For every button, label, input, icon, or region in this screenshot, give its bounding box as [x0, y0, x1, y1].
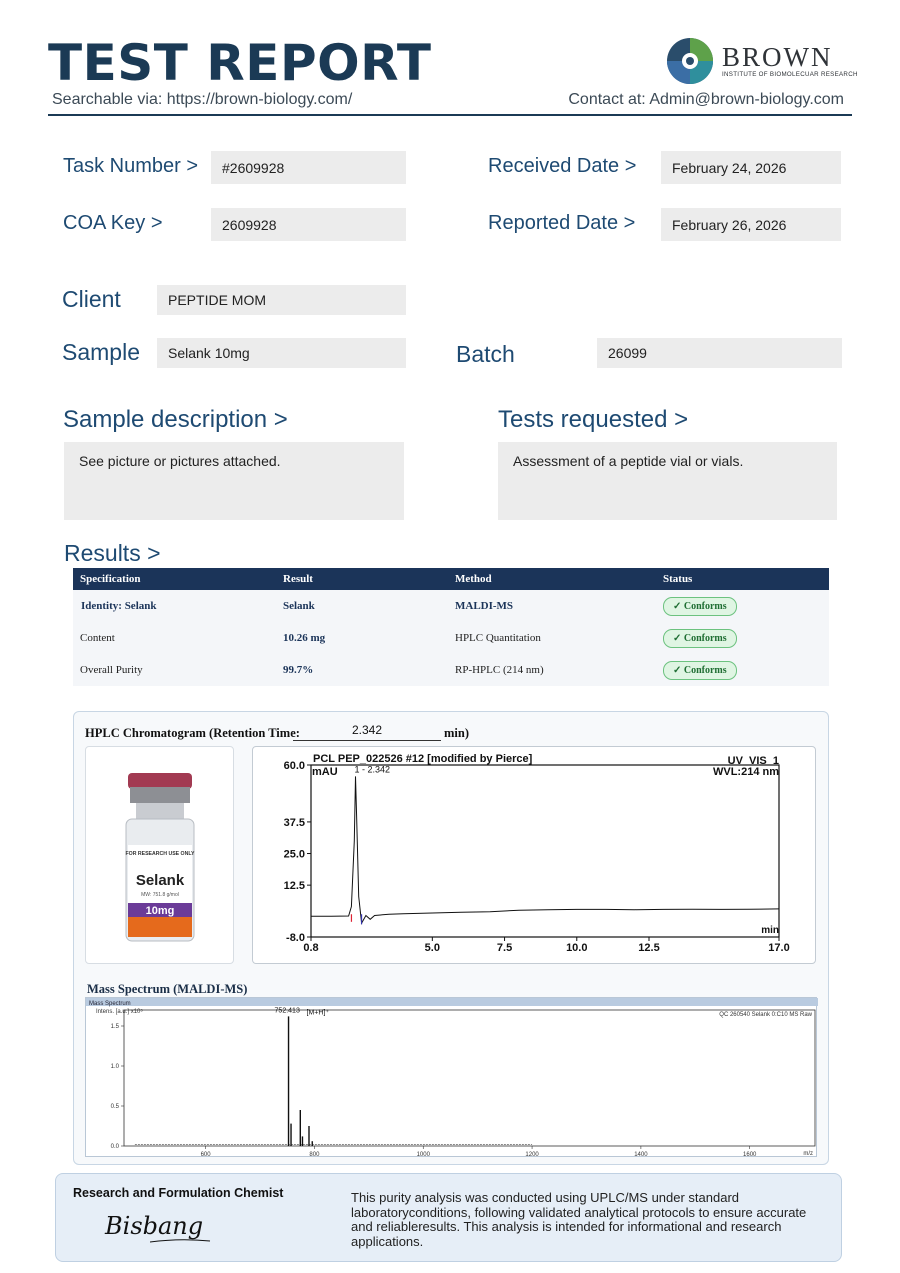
reported-date-field: February 26, 2026: [661, 208, 841, 241]
cell-result: 10.26 mg: [283, 632, 326, 644]
sample-label: Sample: [62, 339, 140, 365]
batch-field: 26099: [597, 338, 842, 368]
table-row: [73, 654, 829, 686]
contact-email: Contact at: Admin@brown-biology.com: [568, 91, 844, 108]
chart-wavelength: WVL:214 nm: [712, 766, 779, 778]
x-axis-label: min: [761, 925, 779, 936]
ms-peak-annotation: [M+H]⁺: [306, 1009, 330, 1017]
cell-method: MALDI-MS: [455, 600, 514, 612]
signature-underline: [150, 1237, 212, 1245]
ms-x-tick-label: 1000: [416, 1152, 430, 1158]
sample-description-box: See picture or pictures attached.: [64, 442, 404, 520]
hplc-chart: [253, 747, 817, 965]
task-number-label: Task Number >: [63, 155, 199, 177]
received-date-label: Received Date >: [488, 155, 637, 177]
y-tick-label: 60.0: [283, 760, 305, 772]
disclaimer-text: This purity analysis was conducted using UPLC/MS under standard laboratoryconditions, following validated analytical protocols to ensure accurate and reliableresults. This analysis is intended for informational and research applications.: [351, 1190, 807, 1249]
vial-mw: MW: 751.8 g/mol: [141, 892, 179, 898]
vial-dose: 10mg: [145, 905, 175, 917]
status-badge: ✓ Conforms: [663, 597, 737, 616]
received-date-field: February 24, 2026: [661, 151, 841, 184]
header-result: Result: [283, 573, 313, 585]
peak-label: 1 - 2.342: [354, 764, 391, 775]
cell-result: 99.7%: [283, 664, 314, 676]
vial-photo: [85, 746, 234, 964]
table-row: [73, 590, 829, 622]
mass-spectrum-title: Mass Spectrum (MALDI-MS): [87, 982, 248, 996]
results-table: [73, 568, 829, 686]
ms-header-bar: [86, 998, 818, 1006]
cell-spec: Identity: Selank: [81, 600, 157, 612]
chemist-role: Research and Formulation Chemist: [73, 1186, 284, 1200]
hplc-chromatogram: [252, 746, 816, 964]
mass-spectrum-chart: [86, 998, 818, 1158]
tests-requested-label: Tests requested >: [498, 406, 689, 433]
y-tick-label: 37.5: [283, 816, 305, 829]
sample-description-label: Sample description >: [63, 406, 288, 433]
reported-date-label: Reported Date >: [488, 212, 636, 234]
chemist-signature: Bisbang: [105, 1212, 204, 1240]
ms-x-tick-label: 1600: [743, 1152, 757, 1158]
ms-x-tick-label: 1200: [525, 1152, 539, 1158]
ms-x-tick-label: 1400: [634, 1152, 648, 1158]
searchable-url: Searchable via: https://brown-biology.com/: [52, 91, 353, 108]
brand-subtitle: INSTITUTE OF BIOMOLECUAR RESEARCH: [722, 71, 858, 78]
ms-y-tick-label: 0.0: [110, 1144, 119, 1150]
y-tick-label: -8.0: [286, 932, 305, 944]
header-divider: [48, 114, 852, 116]
hplc-title: HPLC Chromatogram (Retention Time:: [85, 726, 300, 740]
coa-key-label: COA Key >: [63, 212, 163, 234]
x-tick-label: 7.5: [496, 942, 513, 954]
table-row: [73, 622, 829, 654]
header-status: Status: [663, 573, 693, 585]
y-tick-label: 12.5: [283, 880, 305, 893]
status-badge: ✓ Conforms: [663, 661, 737, 680]
cell-method: HPLC Quantitation: [455, 632, 541, 644]
cell-result: Selank: [283, 600, 315, 612]
chart-title: PCL PEP_022526 #12 [modified by Pierce]: [313, 753, 533, 765]
x-tick-label: 12.5: [638, 942, 660, 954]
vial-icon: [86, 747, 235, 965]
brown-logo-icon: [666, 37, 714, 85]
header-method: Method: [455, 573, 492, 585]
x-tick-label: 0.8: [303, 942, 319, 954]
tests-requested-box: Assessment of a peptide vial or vials.: [498, 442, 837, 520]
ms-x-tick-label: 600: [200, 1152, 211, 1158]
chart-channel: UV_VIS_1: [727, 755, 779, 767]
x-tick-label: 17.0: [768, 942, 790, 954]
brand-name: BROWN: [722, 42, 833, 72]
ms-info: QC 260540 Selank 0:C10 MS Raw: [719, 1012, 812, 1018]
y-tick-label: 25.0: [283, 848, 305, 861]
vial-name: Selank: [135, 872, 185, 889]
y-axis-label: mAU: [312, 766, 338, 778]
ms-y-label: Intens. [a.u.] x10⁵: [96, 1009, 143, 1015]
table-header: [73, 568, 829, 590]
ms-y-tick-label: 0.5: [110, 1104, 119, 1110]
client-field: PEPTIDE MOM: [157, 285, 406, 315]
coa-key-field: 2609928: [211, 208, 406, 241]
x-tick-label: 10.0: [566, 942, 588, 954]
client-label: Client: [62, 286, 121, 312]
ms-peak-label: 752.413: [274, 1007, 300, 1015]
report-title: TEST REPORT: [48, 34, 432, 92]
plot-frame: [311, 765, 779, 937]
mass-spectrum: [85, 997, 817, 1157]
status-badge: ✓ Conforms: [663, 629, 737, 648]
ms-x-tick-label: 800: [309, 1152, 320, 1158]
task-number-field: #2609928: [211, 151, 406, 184]
sample-field: Selank 10mg: [157, 338, 406, 368]
vial-label-line: FOR RESEARCH USE ONLY: [125, 851, 195, 857]
ms-header-label: Mass Spectrum: [89, 1001, 131, 1007]
ms-x-label: m/z: [803, 1151, 813, 1157]
batch-label: Batch: [456, 341, 515, 367]
retention-time-unit: min): [444, 726, 469, 740]
header-specification: Specification: [80, 573, 141, 585]
cell-spec: Overall Purity: [80, 664, 143, 676]
results-label: Results >: [64, 540, 161, 566]
ms-y-tick-label: 1.0: [110, 1064, 119, 1070]
ms-y-tick-label: 1.5: [110, 1024, 119, 1030]
retention-time-value: 2.342: [293, 723, 441, 741]
cell-method: RP-HPLC (214 nm): [455, 664, 544, 676]
x-tick-label: 5.0: [424, 942, 440, 954]
cell-spec: Content: [80, 632, 115, 644]
ms-frame: [124, 1010, 815, 1146]
